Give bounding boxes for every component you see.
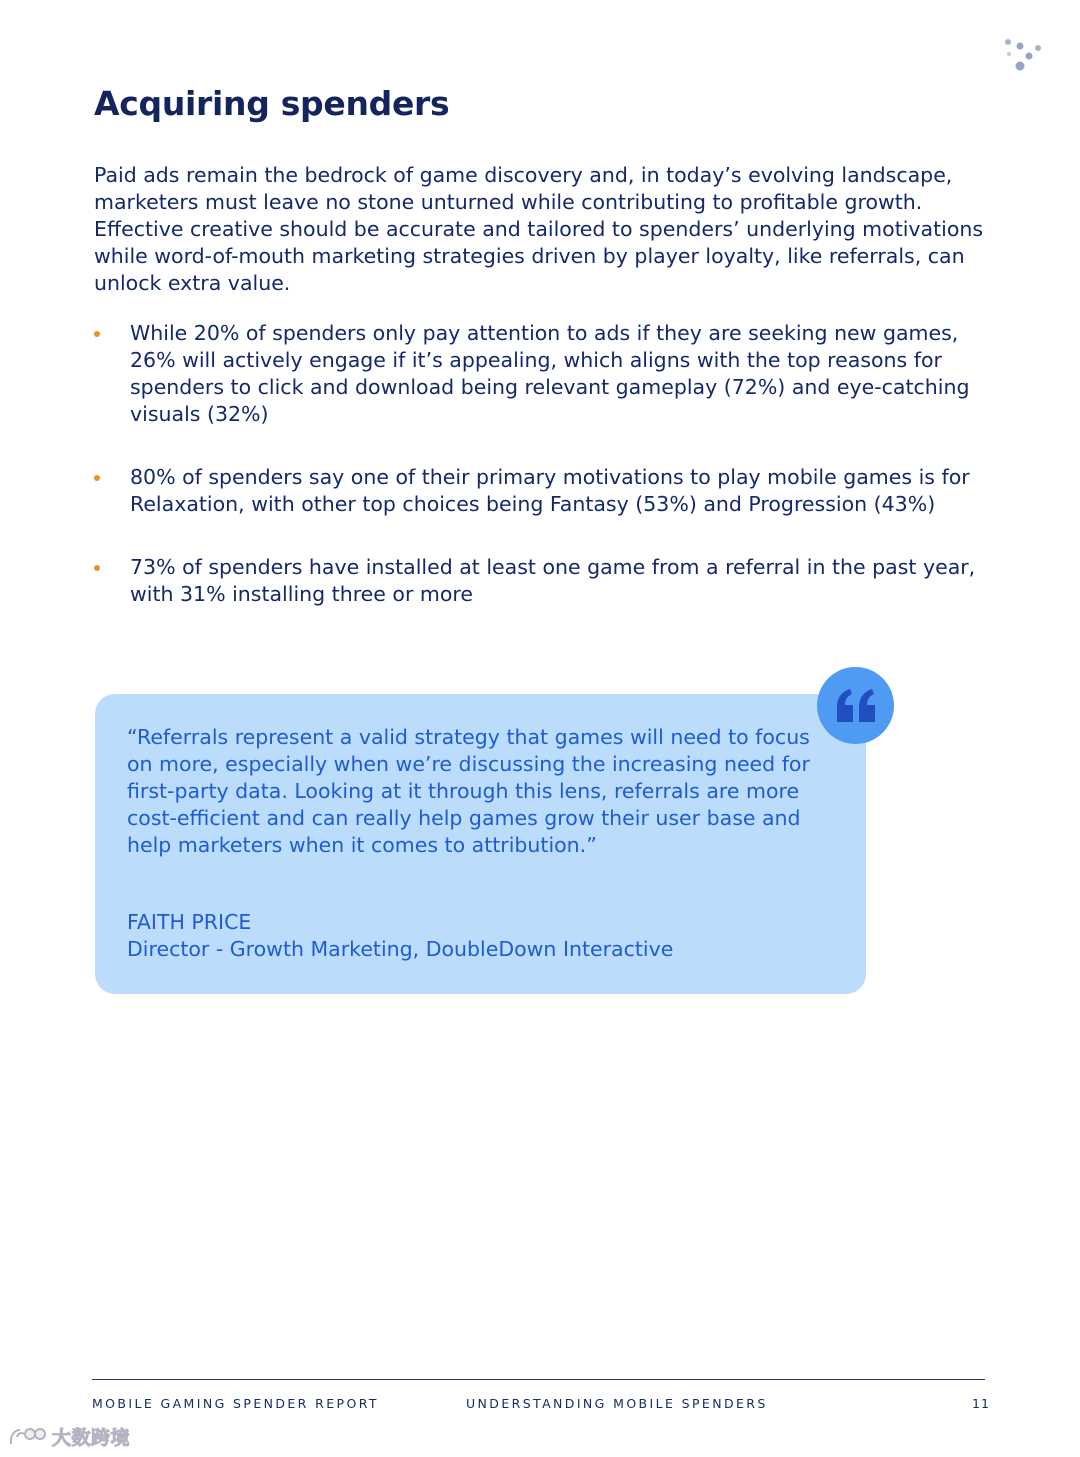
bullet-text: While 20% of spenders only pay attention to ads if they are seeking new games, 26% will actively engage if it’s appealing, which aligns with the top reasons for spenders to click and download being relevant gameplay (72%) and eye-catching visuals (32%) (130, 321, 970, 426)
bullet-dot-icon (94, 475, 100, 481)
watermark (8, 1423, 130, 1450)
page-number: 11 (972, 1396, 990, 1411)
watermark-text: 大数跨境 (52, 1427, 131, 1449)
list-item (94, 464, 994, 518)
intro-paragraph: Paid ads remain the bedrock of game discovery and, in today’s evolving landscape, marketers must leave no stone unturned while contributing to profitable growth. Effective creative should be accurate and tailored to spenders’ underlying motivations while word-of-mouth marketing strategies driven by player loyalty, like referrals, can unlock extra value. (94, 163, 984, 295)
quote-author-role: Director - Growth Marketing, DoubleDown Interactive (127, 937, 674, 961)
quote-card (95, 694, 866, 994)
brand-dots-icon (1000, 36, 1046, 72)
key-findings-list (94, 320, 994, 608)
list-item (94, 320, 994, 428)
page-title: Acquiring spenders (94, 84, 450, 123)
bullet-dot-icon (94, 565, 100, 571)
quote-text: “Referrals represent a valid strategy that games will need to focus on more, especially when we’re discussing the increasing need for first-party data. Looking at it through this lens, referrals are more cost-efficient and can really help games grow their user base and help marketers when it comes to attribution.” (127, 725, 810, 857)
bullet-text: 73% of spenders have installed at least one game from a referral in the past year, with 31% installing three or more (130, 555, 976, 606)
bullet-text: 80% of spenders say one of their primary motivations to play mobile games is for Relaxation, with other top choices being Fantasy (53%) and Progression (43%) (130, 465, 970, 516)
bullet-dot-icon (94, 331, 100, 337)
footer-divider (92, 1379, 985, 1380)
quote-author-name: FAITH PRICE (127, 910, 252, 934)
watermark-logo-icon (8, 1426, 48, 1448)
footer-report-title: MOBILE GAMING SPENDER REPORT (92, 1396, 379, 1411)
footer-section-title: UNDERSTANDING MOBILE SPENDERS (466, 1396, 768, 1411)
list-item (94, 554, 994, 608)
quote-mark-icon (817, 667, 894, 744)
